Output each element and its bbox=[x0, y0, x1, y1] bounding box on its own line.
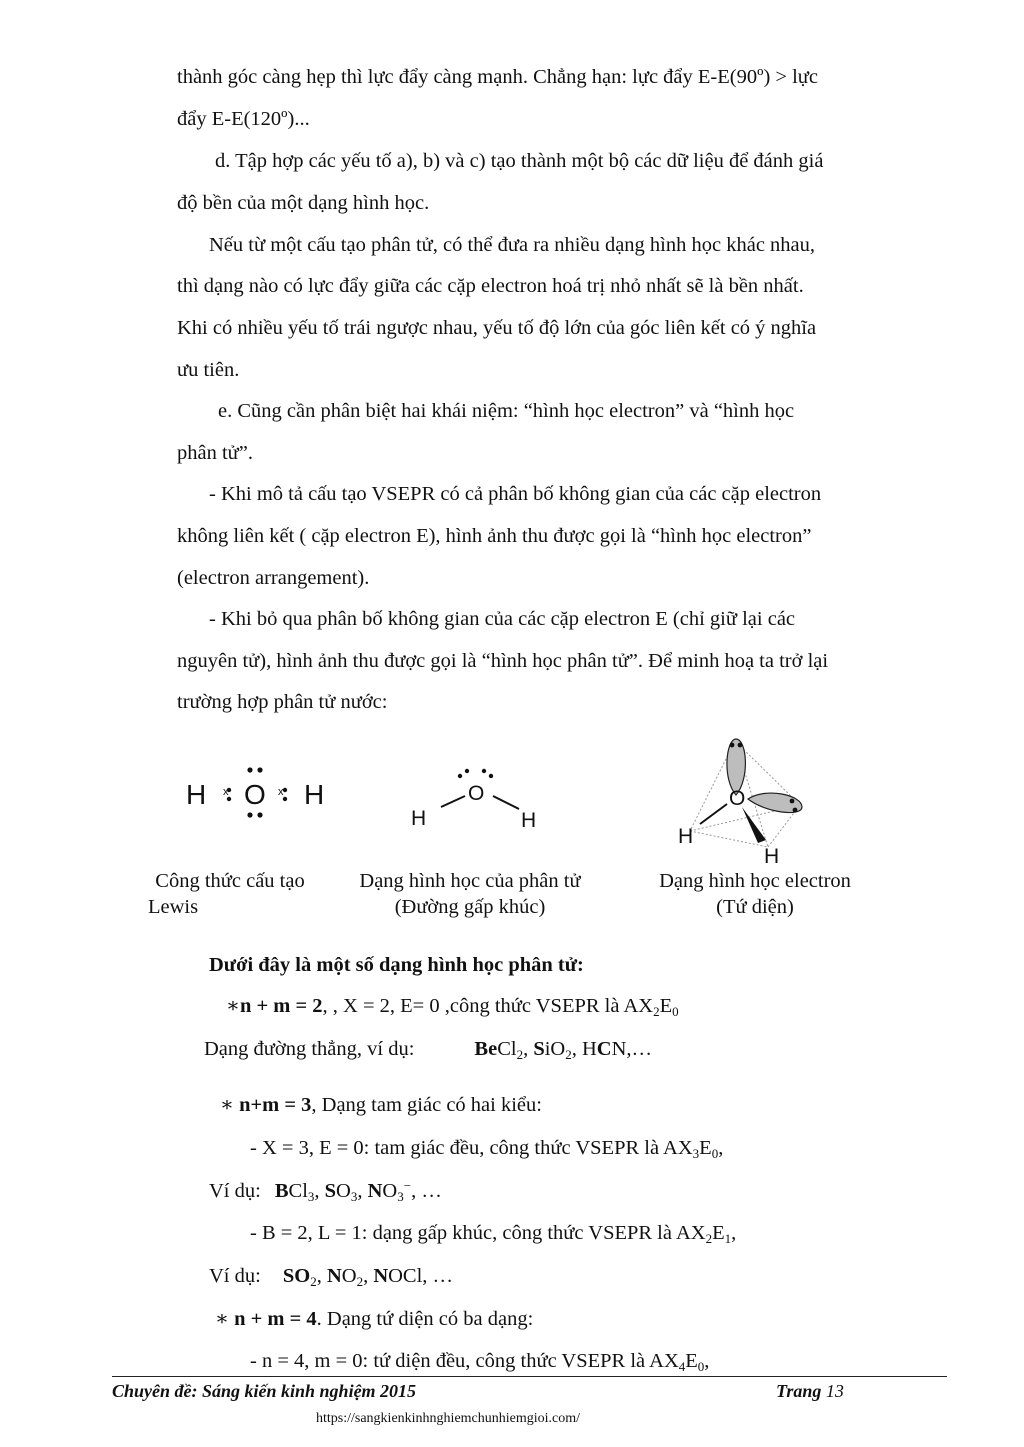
text-line: Nếu từ một cấu tạo phân tử, có thể đưa ra nhiều dạng hình học khác nhau, bbox=[209, 234, 816, 256]
trigonal-planar-line: - X = 3, E = 0: tam giác đều, công thức VSEPR là $AX_3E_0$, bbox=[250, 1137, 724, 1161]
bent-line: - B = 2, L = 1: dạng gấp khúc, công thức VSEPR là $AX_2E_1$, bbox=[250, 1222, 737, 1246]
section-heading: Dưới đây là một số dạng hình học phân tử: bbox=[209, 954, 584, 976]
footer-rule bbox=[112, 1376, 947, 1377]
atom-h-right: H bbox=[521, 809, 537, 832]
text-line: không liên kết ( cặp electron E), hình ảnh thu được gọi là “hình học electron” bbox=[177, 525, 812, 547]
atom-h-left: H bbox=[678, 825, 694, 848]
text-line: độ bền của một dạng hình học. bbox=[177, 192, 430, 214]
caption-electron-geometry: Dạng hình học electron (Tứ diện) bbox=[659, 870, 851, 918]
lone-pair-dots bbox=[458, 769, 493, 778]
atom-o: O bbox=[468, 782, 485, 805]
wedge-bond bbox=[742, 807, 766, 843]
footer-title: Chuyên đề: Sáng kiến kinh nghiệm 2015 bbox=[112, 1381, 417, 1401]
atom-o: O bbox=[729, 787, 746, 810]
text-line: - Khi bỏ qua phân bố không gian của các cặp electron E (chỉ giữ lại các bbox=[209, 608, 796, 630]
caption-molecular-geometry: Dạng hình học của phân tử (Đường gấp khúc) bbox=[359, 870, 581, 918]
footer-url[interactable]: https://sangkienkinhnghiemchunhiemgioi.com/ bbox=[316, 1411, 581, 1426]
text-line: trường hợp phân tử nước: bbox=[177, 691, 388, 713]
text-line: - Khi mô tả cấu tạo VSEPR có cả phân bố không gian của các cặp electron bbox=[209, 483, 822, 505]
tetrahedral-electron-figure bbox=[670, 735, 820, 870]
svg-text:x: x bbox=[223, 786, 229, 798]
case-n-m-2: ∗n + m = 2, , X = 2, E= 0 ,công thức VSEPR là $AX_2E_0$ bbox=[226, 995, 679, 1019]
text-line: ưu tiên. bbox=[177, 359, 240, 381]
text-line: phân tử”. bbox=[177, 442, 254, 464]
case-n-m-3: ∗ n+m = 3, Dạng tam giác có hai kiểu: bbox=[220, 1094, 542, 1116]
caption-lewis: Công thức cấu tạo Lewis bbox=[148, 870, 305, 918]
lewis-structure-figure bbox=[180, 760, 340, 830]
linear-example: Dạng đường thẳng, ví dụ: BeCl$_2$, SiO$_2$, HCN,… bbox=[204, 1038, 653, 1062]
atom-h-right: H bbox=[304, 779, 325, 810]
text-line: d. Tập hợp các yếu tố a), b) và c) tạo thành một bộ các dữ liệu để đánh giá bbox=[215, 150, 824, 172]
bent-example: Ví dụ: $SO_2$, $NO_2$, NOCl, … bbox=[209, 1265, 454, 1289]
text-line: thì dạng nào có lực đẩy giữa các cặp electron hoá trị nhỏ nhất sẽ là bền nhất. bbox=[177, 275, 804, 297]
bent-geometry-figure bbox=[405, 765, 555, 835]
case-n-m-4: ∗ n + m = 4. Dạng tứ diện có ba dạng: bbox=[215, 1308, 534, 1330]
text-line: nguyên tử), hình ảnh thu được gọi là “hình học phân tử”. Để minh hoạ ta trở lại bbox=[177, 650, 829, 672]
atom-o: O bbox=[244, 779, 266, 810]
text-line: Khi có nhiều yếu tố trái ngược nhau, yếu tố độ lớn của góc liên kết có ý nghĩa bbox=[177, 317, 817, 339]
atom-h-left: H bbox=[186, 779, 207, 810]
footer-page: Trang 13 bbox=[776, 1381, 844, 1401]
text-line: (electron arrangement). bbox=[177, 567, 370, 589]
trigonal-planar-example: Ví dụ: BCl$_3$, $SO_3$, $NO_3^-$, … bbox=[209, 1178, 442, 1204]
svg-text:x: x bbox=[278, 786, 284, 798]
text-line: e. Cũng cần phân biệt hai khái niệm: “hình học electron” và “hình học bbox=[218, 400, 795, 422]
text-line: thành góc càng hẹp thì lực đẩy càng mạnh. Chẳng hạn: lực đẩy E-E(90º) > lực bbox=[177, 66, 818, 88]
atom-h-left: H bbox=[411, 807, 427, 830]
tetrahedral-line: - n = 4, m = 0: tứ diện đều, công thức VSEPR là $AX_4E_0$, bbox=[250, 1350, 710, 1374]
text-line: đẩy E-E(120º)... bbox=[177, 108, 310, 130]
atom-h-right: H bbox=[764, 845, 780, 868]
